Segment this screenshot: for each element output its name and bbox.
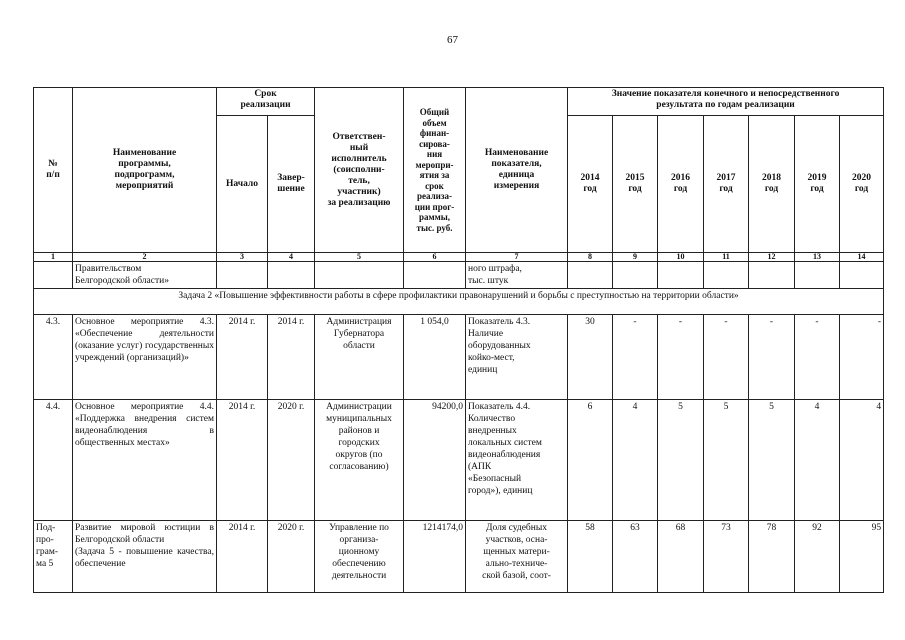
row-value-2020: 95 xyxy=(840,521,884,593)
carryover-num xyxy=(34,262,73,289)
col-num: 7 xyxy=(466,253,568,262)
row-value-2019: 92 xyxy=(795,521,840,593)
col-num: 12 xyxy=(749,253,795,262)
row-value-2017: 5 xyxy=(704,400,749,521)
row-funding: 1 054,0 xyxy=(404,315,466,400)
col-num: 8 xyxy=(568,253,613,262)
row-responsible: Администрация Губернатора области xyxy=(315,315,404,400)
carryover-value xyxy=(568,262,613,289)
row-name: Основное мероприятие 4.4. «Поддержка внедрения систем видеонаблюдения в общественных местах» xyxy=(73,400,217,521)
carryover-end xyxy=(268,262,315,289)
row-end: 2020 г. xyxy=(268,400,315,521)
header-term: Срок реализации xyxy=(217,88,315,116)
col-num: 2 xyxy=(73,253,217,262)
col-num: 14 xyxy=(840,253,884,262)
task-heading: Задача 2 «Повышение эффективности работы в сфере профилактики правонарушений и борьбы с преступностью на территории области» xyxy=(34,289,884,315)
row-start: 2014 г. xyxy=(217,521,268,593)
header-year-2018: 2018 год xyxy=(749,116,795,253)
row-funding: 1214174,0 xyxy=(404,521,466,593)
program-table xyxy=(33,87,884,593)
table-row xyxy=(34,315,884,400)
carryover-row xyxy=(34,262,884,289)
row-value-2015: - xyxy=(613,315,658,400)
carryover-funding xyxy=(404,262,466,289)
row-start: 2014 г. xyxy=(217,400,268,521)
column-number-row xyxy=(34,253,884,262)
row-value-2016: - xyxy=(658,315,704,400)
row-num: Под- про- грам- ма 5 xyxy=(34,521,73,593)
row-value-2017: - xyxy=(704,315,749,400)
col-num: 11 xyxy=(704,253,749,262)
row-value-2019: 4 xyxy=(795,400,840,521)
header-year-2014: 2014 год xyxy=(568,116,613,253)
task-row xyxy=(34,289,884,315)
header-name: Наименование программы, подпрограмм, мероприятий xyxy=(73,88,217,253)
row-value-2016: 5 xyxy=(658,400,704,521)
carryover-indicator: ного штрафа, тыс. штук xyxy=(466,262,568,289)
table-row xyxy=(34,400,884,521)
header-responsible: Ответствен- ный исполнитель (соисполни- тель, участник) за реализацию xyxy=(315,88,404,253)
header-year-2015: 2015 год xyxy=(613,116,658,253)
carryover-value xyxy=(613,262,658,289)
header-funding: Общий объем финан- сирова- ния меропри- ятия за срок реализа- ции прог- раммы, тыс. руб. xyxy=(404,88,466,253)
carryover-start xyxy=(217,262,268,289)
row-value-2014: 58 xyxy=(568,521,613,593)
row-indicator: Показатель 4.4. Количество внедренных локальных систем видеонаблюдения (АПК «Безопасный город»), единиц xyxy=(466,400,568,521)
header-values-title: Значение показателя конечного и непосредственного результата по годам реализации xyxy=(568,88,884,116)
row-value-2020: 4 xyxy=(840,400,884,521)
row-num: 4.4. xyxy=(34,400,73,521)
header-year-2019: 2019 год xyxy=(795,116,840,253)
carryover-value xyxy=(749,262,795,289)
header-row-1 xyxy=(34,88,884,116)
row-responsible: Администрации муниципальных районов и городских округов (по согласованию) xyxy=(315,400,404,521)
row-indicator: Показатель 4.3. Наличие оборудованных койко-мест, единиц xyxy=(466,315,568,400)
row-indicator: Доля судебных участков, осна- щенных матери- ально-техниче- ской базой, соот- xyxy=(466,521,568,593)
row-value-2014: 6 xyxy=(568,400,613,521)
col-num: 13 xyxy=(795,253,840,262)
carryover-value xyxy=(658,262,704,289)
table-row xyxy=(34,521,884,593)
col-num: 5 xyxy=(315,253,404,262)
col-num: 6 xyxy=(404,253,466,262)
row-responsible: Управление по организа- ционному обеспечению деятельности xyxy=(315,521,404,593)
carryover-value xyxy=(704,262,749,289)
col-num: 1 xyxy=(34,253,73,262)
row-start: 2014 г. xyxy=(217,315,268,400)
row-value-2017: 73 xyxy=(704,521,749,593)
header-start: Начало xyxy=(217,116,268,253)
row-end: 2014 г. xyxy=(268,315,315,400)
carryover-responsible xyxy=(315,262,404,289)
row-name: Основное мероприятие 4.3. «Обеспечение деятельности (оказание услуг) государственных учреждений (организаций)» xyxy=(73,315,217,400)
col-num: 4 xyxy=(268,253,315,262)
row-end: 2020 г. xyxy=(268,521,315,593)
page-number: 67 xyxy=(447,34,458,46)
row-value-2015: 63 xyxy=(613,521,658,593)
carryover-name: Правительством Белгородской области» xyxy=(73,262,217,289)
row-value-2020: - xyxy=(840,315,884,400)
row-num: 4.3. xyxy=(34,315,73,400)
carryover-value xyxy=(840,262,884,289)
row-funding: 94200,0 xyxy=(404,400,466,521)
header-year-2017: 2017 год xyxy=(704,116,749,253)
header-year-2016: 2016 год xyxy=(658,116,704,253)
header-num: № п/п xyxy=(34,88,73,253)
row-value-2018: 5 xyxy=(749,400,795,521)
carryover-value xyxy=(795,262,840,289)
row-name: Развитие мировой юстиции в Белгородской области (Задача 5 - повышение качества, обеспечение xyxy=(73,521,217,593)
row-value-2014: 30 xyxy=(568,315,613,400)
header-indicator: Наименование показателя, единица измерения xyxy=(466,88,568,253)
header-end: Завер- шение xyxy=(268,116,315,253)
row-value-2018: 78 xyxy=(749,521,795,593)
row-value-2018: - xyxy=(749,315,795,400)
col-num: 10 xyxy=(658,253,704,262)
row-value-2016: 68 xyxy=(658,521,704,593)
header-year-2020: 2020 год xyxy=(840,116,884,253)
row-value-2015: 4 xyxy=(613,400,658,521)
row-value-2019: - xyxy=(795,315,840,400)
col-num: 3 xyxy=(217,253,268,262)
col-num: 9 xyxy=(613,253,658,262)
